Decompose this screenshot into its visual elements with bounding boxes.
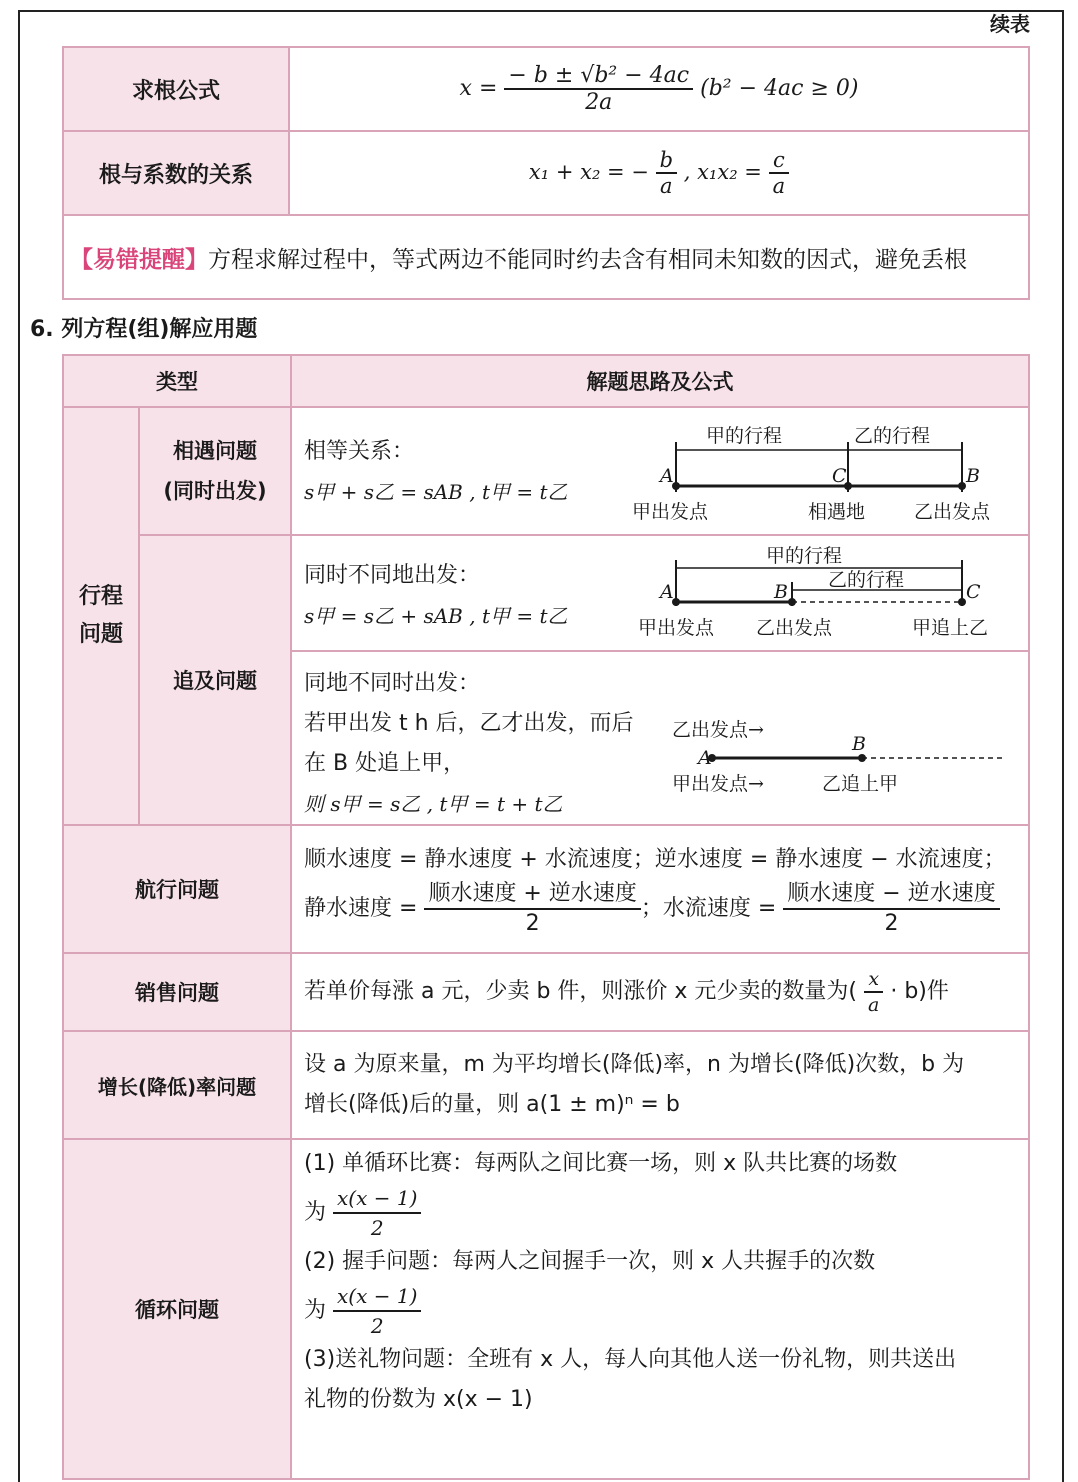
tip-text: 方程求解过程中，等式两边不能同时约去含有相同未知数的因式，避免丢根 [208, 246, 967, 273]
chase2-catch: 乙追上甲 [822, 773, 899, 795]
growth-line2: 增长(降低)后的量，则 a(1 ± m)ⁿ = b [304, 1092, 680, 1117]
chase2-a-start: 甲出发点→ [672, 773, 764, 795]
meet-point-b: B [966, 465, 980, 487]
cycle-content [291, 1139, 1029, 1479]
cycle-item2-pre: 为 [304, 1298, 327, 1323]
chase-case2-line2: 若甲出发 t h 后，乙才出发，而后 [304, 711, 634, 736]
chase-case1-text [304, 556, 568, 636]
sales-content [291, 953, 1029, 1031]
sailing-content [291, 825, 1029, 953]
sales-text-after: · b)件 [890, 979, 949, 1004]
vieta-label: 根与系数的关系 [63, 131, 289, 215]
chase-case1-formula: s甲 = s乙 + sAB , t甲 = t乙 [304, 604, 568, 628]
header-type: 类型 [63, 355, 291, 407]
cycle-item2-fraction [333, 1282, 421, 1340]
sailing-flow-num: 顺水速度 − 逆水速度 [783, 880, 999, 910]
meet-row [63, 407, 1029, 535]
sailing-flow-den: 2 [884, 911, 899, 936]
sales-fraction [864, 967, 883, 1017]
cycle-item3-line2: 礼物的份数为 x(x − 1) [304, 1387, 533, 1412]
meet-point-c: C [832, 465, 847, 487]
growth-row [63, 1031, 1029, 1139]
cycle-item2-den: 2 [370, 1314, 384, 1338]
sailing-line1: 顺水速度 = 静水速度 + 水流速度；逆水速度 = 静水速度 − 水流速度； [304, 847, 1006, 872]
cycle-item1-pre: 为 [304, 1200, 327, 1225]
sales-label: 销售问题 [63, 953, 291, 1031]
root-formula-condition: (b² − 4ac ≥ 0) [700, 76, 859, 101]
meet-point-a: A [660, 465, 674, 487]
sailing-sep: ；水流速度 = [640, 896, 777, 921]
chase-case2-text [304, 664, 634, 824]
tip-cell [63, 215, 1029, 299]
travel-label [63, 407, 139, 825]
vieta-c-over-a [769, 148, 790, 198]
chase1-point-c: C [966, 581, 981, 603]
application-table [62, 354, 1030, 1480]
cycle-row [63, 1139, 1029, 1479]
chase2-b-start: 乙出发点→ [672, 719, 764, 741]
meet-a-path: 甲的行程 [706, 425, 783, 447]
chase-row-1 [63, 535, 1029, 651]
root-formula-row [63, 47, 1029, 131]
vieta-a: a [660, 174, 673, 198]
chase-case2-line1: 同地不同时出发： [304, 671, 481, 696]
meet-diagram [622, 416, 1012, 532]
chase1-point-b: B [774, 581, 788, 603]
chase-case2-content [291, 651, 1029, 825]
travel-label-1: 行程 [78, 584, 123, 609]
chase1-a-path: 甲的行程 [766, 545, 843, 567]
meet-start-b: 乙出发点 [914, 501, 991, 523]
cycle-item1-formula [304, 1184, 1016, 1242]
sailing-still-num: 顺水速度 + 逆水速度 [424, 880, 640, 910]
chase1-start-a: 甲出发点 [638, 617, 715, 639]
chase-case1-diagram [622, 538, 1012, 648]
root-formula-cell [289, 47, 1029, 131]
meet-b-path: 乙的行程 [854, 425, 931, 447]
root-formula-x: x = [459, 76, 498, 101]
cycle-item2-num: x(x − 1) [333, 1282, 421, 1312]
meet-content [291, 407, 1029, 535]
chase-case2-line4: 则 s甲 = s乙 , t甲 = t + t乙 [304, 792, 563, 816]
chase-case2-diagram [672, 712, 1012, 802]
vieta-b: b [656, 148, 677, 174]
chase-case2-line3: 在 B 处追上甲， [304, 751, 466, 776]
sailing-still-fraction [424, 880, 640, 938]
root-formula-denominator: 2a [585, 90, 613, 115]
continued-label: 续表 [990, 12, 1030, 36]
chase1-point-a: A [660, 581, 674, 603]
chase-case1-content [291, 535, 1029, 651]
root-formula-fraction [504, 63, 693, 115]
sailing-flow-fraction [783, 880, 999, 938]
section-title: 6. 列方程(组)解应用题 [30, 317, 258, 342]
vieta-cell [289, 131, 1029, 215]
cycle-item1: (1) 单循环比赛：每两队之间比赛一场，则 x 队共比赛的场数 [304, 1151, 898, 1176]
cycle-item2-formula [304, 1282, 1016, 1340]
meet-formula: s甲 + s乙 = sAB , t甲 = t乙 [304, 480, 568, 504]
meet-text [304, 432, 568, 512]
vieta-b-over-a [656, 148, 677, 198]
chase2-point-a: A [698, 747, 712, 769]
meet-relation: 相等关系： [304, 439, 415, 464]
sailing-label: 航行问题 [63, 825, 291, 953]
chase1-b-path: 乙的行程 [828, 569, 905, 591]
header-method: 解题思路及公式 [291, 355, 1029, 407]
cycle-item3-line1: (3)送礼物问题：全班有 x 人，每人向其他人送一份礼物，则共送出 [304, 1347, 957, 1372]
chase-label: 追及问题 [139, 535, 291, 825]
vieta-lhs: x₁ + x₂ = − [528, 160, 649, 184]
sales-row [63, 953, 1029, 1031]
vieta-row [63, 131, 1029, 215]
header-row [63, 355, 1029, 407]
chase1-catch: 甲追上乙 [912, 617, 989, 639]
vieta-c: c [769, 148, 790, 174]
tip-row [63, 215, 1029, 299]
cycle-item1-fraction [333, 1184, 421, 1242]
cycle-label: 循环问题 [63, 1139, 291, 1479]
growth-content [291, 1031, 1029, 1139]
sales-text-before: 若单价每涨 a 元，少卖 b 件，则涨价 x 元少卖的数量为( [304, 979, 858, 1004]
chase-case1-title: 同时不同地出发： [304, 563, 481, 588]
chase2-point-b: B [852, 733, 866, 755]
sales-frac-num: x [864, 967, 883, 993]
travel-label-2: 问题 [78, 622, 123, 647]
sailing-line2 [304, 880, 1016, 938]
sales-frac-den: a [868, 994, 880, 1016]
meet-label-1: 相遇问题 [173, 439, 257, 463]
meet-start-a: 甲出发点 [632, 501, 709, 523]
meet-place: 相遇地 [808, 501, 866, 523]
sailing-row [63, 825, 1029, 953]
cycle-item1-num: x(x − 1) [333, 1184, 421, 1214]
cycle-item1-den: 2 [370, 1216, 384, 1240]
growth-label: 增长(降低)率问题 [63, 1031, 291, 1139]
vieta-mid: , x₁x₂ = [683, 160, 762, 184]
tip-key: 【易错提醒】 [70, 246, 208, 273]
meet-label-2: (同时出发) [163, 479, 267, 503]
root-formula-numerator: − b ± √b² − 4ac [504, 63, 693, 90]
root-formula-label: 求根公式 [63, 47, 289, 131]
meet-label [139, 407, 291, 535]
vieta-a2: a [772, 174, 786, 198]
cycle-item2: (2) 握手问题：每两人之间握手一次，则 x 人共握手的次数 [304, 1249, 876, 1274]
sailing-still-den: 2 [525, 911, 540, 936]
growth-line1: 设 a 为原来量，m 为平均增长(降低)率，n 为增长(降低)次数，b 为 [304, 1052, 965, 1077]
sailing-still-lhs: 静水速度 = [304, 896, 418, 921]
chase1-start-b: 乙出发点 [756, 617, 833, 639]
formula-table [62, 46, 1030, 300]
